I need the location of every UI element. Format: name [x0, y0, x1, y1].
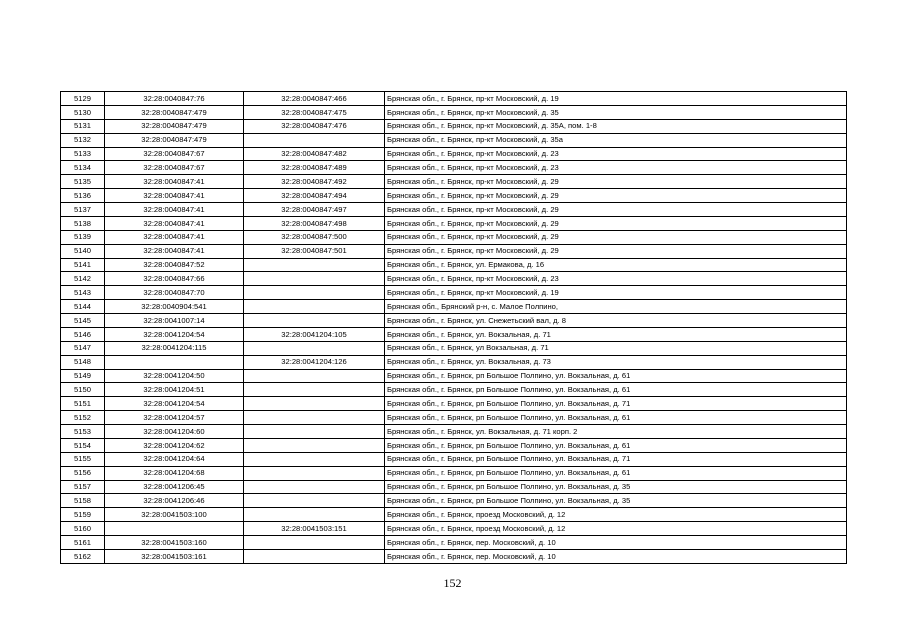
table-row [61, 175, 847, 189]
related-cadastral-number-cell [244, 383, 385, 397]
table-row [61, 452, 847, 466]
address-cell: Брянская обл., г. Брянск, рп Большое Полпино, ул. Вокзальная, д. 61 [385, 369, 847, 383]
row-number-cell: 5146 [61, 327, 105, 341]
address-cell: Брянская обл., г. Брянск, рп Большое Полпино, ул. Вокзальная, д. 71 [385, 397, 847, 411]
cadastral-number-cell: 32:28:0040847:41 [105, 216, 244, 230]
cadastral-number-cell: 32:28:0041204:62 [105, 438, 244, 452]
related-cadastral-number-cell: 32:28:0041503:151 [244, 522, 385, 536]
table-row [61, 133, 847, 147]
address-cell: Брянская обл., г. Брянск, рп Большое Полпино, ул. Вокзальная, д. 61 [385, 466, 847, 480]
cadastral-number-cell: 32:28:0040847:52 [105, 258, 244, 272]
table-body [61, 92, 847, 564]
row-number-cell: 5144 [61, 300, 105, 314]
row-number-cell: 5141 [61, 258, 105, 272]
table-row [61, 411, 847, 425]
table-row [61, 341, 847, 355]
cadastral-number-cell [105, 522, 244, 536]
address-cell: Брянская обл., г. Брянск, пр-кт Московский, д. 29 [385, 175, 847, 189]
cadastral-number-cell: 32:28:0041204:60 [105, 425, 244, 439]
address-cell: Брянская обл., г. Брянск, проезд Московский, д. 12 [385, 522, 847, 536]
cadastral-number-cell: 32:28:0041204:50 [105, 369, 244, 383]
related-cadastral-number-cell [244, 411, 385, 425]
cadastral-number-cell: 32:28:0041206:46 [105, 494, 244, 508]
table-row [61, 203, 847, 217]
cadastral-number-cell: 32:28:0040847:41 [105, 175, 244, 189]
row-number-cell: 5129 [61, 92, 105, 106]
address-cell: Брянская обл., г. Брянск, пр-кт Московский, д. 23 [385, 272, 847, 286]
row-number-cell: 5147 [61, 341, 105, 355]
related-cadastral-number-cell [244, 369, 385, 383]
related-cadastral-number-cell: 32:28:0040847:492 [244, 175, 385, 189]
table-row [61, 244, 847, 258]
address-cell: Брянская обл., г. Брянск, рп Большое Полпино, ул. Вокзальная, д. 61 [385, 411, 847, 425]
cadastral-number-cell: 32:28:0040847:41 [105, 244, 244, 258]
related-cadastral-number-cell [244, 438, 385, 452]
related-cadastral-number-cell: 32:28:0040847:466 [244, 92, 385, 106]
related-cadastral-number-cell [244, 466, 385, 480]
row-number-cell: 5145 [61, 314, 105, 328]
related-cadastral-number-cell: 32:28:0040847:482 [244, 147, 385, 161]
cadastral-number-cell: 32:28:0040847:70 [105, 286, 244, 300]
row-number-cell: 5156 [61, 466, 105, 480]
cadastral-number-cell: 32:28:0041206:45 [105, 480, 244, 494]
address-cell: Брянская обл., г. Брянск, ул. Снежетьский вал, д. 8 [385, 314, 847, 328]
row-number-cell: 5142 [61, 272, 105, 286]
address-cell: Брянская обл., г. Брянск, ул. Вокзальная, д. 71 [385, 327, 847, 341]
row-number-cell: 5151 [61, 397, 105, 411]
address-cell: Брянская обл., г. Брянск, пр-кт Московский, д. 29 [385, 216, 847, 230]
address-cell: Брянская обл., г. Брянск, ул. Вокзальная, д. 73 [385, 355, 847, 369]
row-number-cell: 5153 [61, 425, 105, 439]
row-number-cell: 5152 [61, 411, 105, 425]
table-row [61, 466, 847, 480]
related-cadastral-number-cell [244, 549, 385, 563]
related-cadastral-number-cell: 32:28:0040847:489 [244, 161, 385, 175]
row-number-cell: 5138 [61, 216, 105, 230]
row-number-cell: 5134 [61, 161, 105, 175]
table-row [61, 147, 847, 161]
row-number-cell: 5157 [61, 480, 105, 494]
table-row [61, 536, 847, 550]
row-number-cell: 5161 [61, 536, 105, 550]
related-cadastral-number-cell [244, 286, 385, 300]
row-number-cell: 5154 [61, 438, 105, 452]
table-row [61, 383, 847, 397]
related-cadastral-number-cell: 32:28:0040847:501 [244, 244, 385, 258]
table-row [61, 425, 847, 439]
row-number-cell: 5139 [61, 230, 105, 244]
address-cell: Брянская обл., г. Брянск, пр-кт Московский, д. 19 [385, 286, 847, 300]
cadastral-number-cell: 32:28:0041204:54 [105, 327, 244, 341]
row-number-cell: 5130 [61, 105, 105, 119]
table-row [61, 494, 847, 508]
row-number-cell: 5135 [61, 175, 105, 189]
related-cadastral-number-cell [244, 397, 385, 411]
cadastral-number-cell: 32:28:0041007:14 [105, 314, 244, 328]
address-cell: Брянская обл., Брянский р-н, с. Малое Полпино, [385, 300, 847, 314]
table-row [61, 508, 847, 522]
page-number: 152 [443, 576, 462, 590]
related-cadastral-number-cell: 32:28:0040847:494 [244, 189, 385, 203]
table-row [61, 522, 847, 536]
related-cadastral-number-cell: 32:28:0041204:126 [244, 355, 385, 369]
cadastral-number-cell: 32:28:0040847:479 [105, 105, 244, 119]
related-cadastral-number-cell: 32:28:0040847:500 [244, 230, 385, 244]
related-cadastral-number-cell [244, 314, 385, 328]
address-cell: Брянская обл., г. Брянск, пер. Московский, д. 10 [385, 549, 847, 563]
address-cell: Брянская обл., г. Брянск, пр-кт Московский, д. 35 [385, 105, 847, 119]
address-cell: Брянская обл., г. Брянск, ул. Ермакова, д. 16 [385, 258, 847, 272]
related-cadastral-number-cell [244, 480, 385, 494]
table-row [61, 327, 847, 341]
table-row [61, 189, 847, 203]
cadastral-number-cell: 32:28:0041204:54 [105, 397, 244, 411]
table-row [61, 314, 847, 328]
table-row [61, 397, 847, 411]
row-number-cell: 5136 [61, 189, 105, 203]
table-row [61, 258, 847, 272]
row-number-cell: 5137 [61, 203, 105, 217]
table-row [61, 355, 847, 369]
row-number-cell: 5162 [61, 549, 105, 563]
cadastral-number-cell: 32:28:0041204:68 [105, 466, 244, 480]
table-row [61, 272, 847, 286]
table-row [61, 286, 847, 300]
related-cadastral-number-cell [244, 272, 385, 286]
address-cell: Брянская обл., г. Брянск, пр-кт Московский, д. 35а [385, 133, 847, 147]
address-cell: Брянская обл., г. Брянск, пр-кт Московский, д. 29 [385, 189, 847, 203]
related-cadastral-number-cell: 32:28:0041204:105 [244, 327, 385, 341]
cadastral-number-cell: 32:28:0040847:67 [105, 161, 244, 175]
table-row [61, 438, 847, 452]
table-row [61, 161, 847, 175]
address-cell: Брянская обл., г. Брянск, пр-кт Московский, д. 29 [385, 203, 847, 217]
row-number-cell: 5143 [61, 286, 105, 300]
cadastral-number-cell: 32:28:0040847:66 [105, 272, 244, 286]
cadastral-number-cell: 32:28:0040904:541 [105, 300, 244, 314]
related-cadastral-number-cell: 32:28:0040847:498 [244, 216, 385, 230]
address-cell: Брянская обл., г. Брянск, проезд Московский, д. 12 [385, 508, 847, 522]
table-row [61, 119, 847, 133]
related-cadastral-number-cell: 32:28:0040847:475 [244, 105, 385, 119]
address-cell: Брянская обл., г. Брянск, рп Большое Полпино, ул. Вокзальная, д. 35 [385, 494, 847, 508]
cadastral-number-cell: 32:28:0040847:479 [105, 133, 244, 147]
cadastral-number-cell: 32:28:0041204:64 [105, 452, 244, 466]
address-cell: Брянская обл., г. Брянск, пр-кт Московский, д. 35А, пом. 1-8 [385, 119, 847, 133]
cadastral-number-cell: 32:28:0040847:76 [105, 92, 244, 106]
related-cadastral-number-cell [244, 133, 385, 147]
cadastral-number-cell: 32:28:0041204:51 [105, 383, 244, 397]
table-row [61, 300, 847, 314]
related-cadastral-number-cell [244, 452, 385, 466]
row-number-cell: 5132 [61, 133, 105, 147]
address-cell: Брянская обл., г. Брянск, рп Большое Полпино, ул. Вокзальная, д. 61 [385, 438, 847, 452]
related-cadastral-number-cell: 32:28:0040847:497 [244, 203, 385, 217]
address-cell: Брянская обл., г. Брянск, рп Большое Полпино, ул. Вокзальная, д. 35 [385, 480, 847, 494]
row-number-cell: 5131 [61, 119, 105, 133]
table-row [61, 480, 847, 494]
address-cell: Брянская обл., г. Брянск, ул. Вокзальная, д. 71 корп. 2 [385, 425, 847, 439]
address-cell: Брянская обл., г. Брянск, пер. Московский, д. 10 [385, 536, 847, 550]
cadastral-number-cell: 32:28:0040847:41 [105, 230, 244, 244]
address-cell: Брянская обл., г. Брянск, рп Большое Полпино, ул. Вокзальная, д. 61 [385, 383, 847, 397]
cadastral-number-cell: 32:28:0040847:479 [105, 119, 244, 133]
row-number-cell: 5160 [61, 522, 105, 536]
related-cadastral-number-cell [244, 425, 385, 439]
row-number-cell: 5133 [61, 147, 105, 161]
row-number-cell: 5150 [61, 383, 105, 397]
row-number-cell: 5155 [61, 452, 105, 466]
row-number-cell: 5158 [61, 494, 105, 508]
cadastral-number-cell: 32:28:0041204:115 [105, 341, 244, 355]
related-cadastral-number-cell [244, 258, 385, 272]
related-cadastral-number-cell [244, 508, 385, 522]
cadastral-number-cell: 32:28:0041503:160 [105, 536, 244, 550]
table-row [61, 92, 847, 106]
related-cadastral-number-cell: 32:28:0040847:476 [244, 119, 385, 133]
cadastral-number-cell: 32:28:0040847:41 [105, 203, 244, 217]
address-cell: Брянская обл., г. Брянск, пр-кт Московский, д. 29 [385, 230, 847, 244]
table-row [61, 216, 847, 230]
cadastral-number-cell [105, 355, 244, 369]
related-cadastral-number-cell [244, 536, 385, 550]
address-cell: Брянская обл., г. Брянск, пр-кт Московский, д. 23 [385, 147, 847, 161]
address-cell: Брянская обл., г. Брянск, пр-кт Московский, д. 23 [385, 161, 847, 175]
row-number-cell: 5159 [61, 508, 105, 522]
cadastral-table [60, 91, 847, 564]
cadastral-number-cell: 32:28:0041204:57 [105, 411, 244, 425]
table-row [61, 105, 847, 119]
table-row [61, 549, 847, 563]
cadastral-number-cell: 32:28:0040847:41 [105, 189, 244, 203]
table-row [61, 369, 847, 383]
row-number-cell: 5140 [61, 244, 105, 258]
address-cell: Брянская обл., г. Брянск, ул Вокзальная, д. 71 [385, 341, 847, 355]
table-row [61, 230, 847, 244]
row-number-cell: 5149 [61, 369, 105, 383]
address-cell: Брянская обл., г. Брянск, рп Большое Полпино, ул. Вокзальная, д. 71 [385, 452, 847, 466]
related-cadastral-number-cell [244, 300, 385, 314]
related-cadastral-number-cell [244, 494, 385, 508]
cadastral-number-cell: 32:28:0041503:161 [105, 549, 244, 563]
row-number-cell: 5148 [61, 355, 105, 369]
cadastral-number-cell: 32:28:0040847:67 [105, 147, 244, 161]
related-cadastral-number-cell [244, 341, 385, 355]
cadastral-number-cell: 32:28:0041503:100 [105, 508, 244, 522]
address-cell: Брянская обл., г. Брянск, пр-кт Московский, д. 29 [385, 244, 847, 258]
address-cell: Брянская обл., г. Брянск, пр-кт Московский, д. 19 [385, 92, 847, 106]
